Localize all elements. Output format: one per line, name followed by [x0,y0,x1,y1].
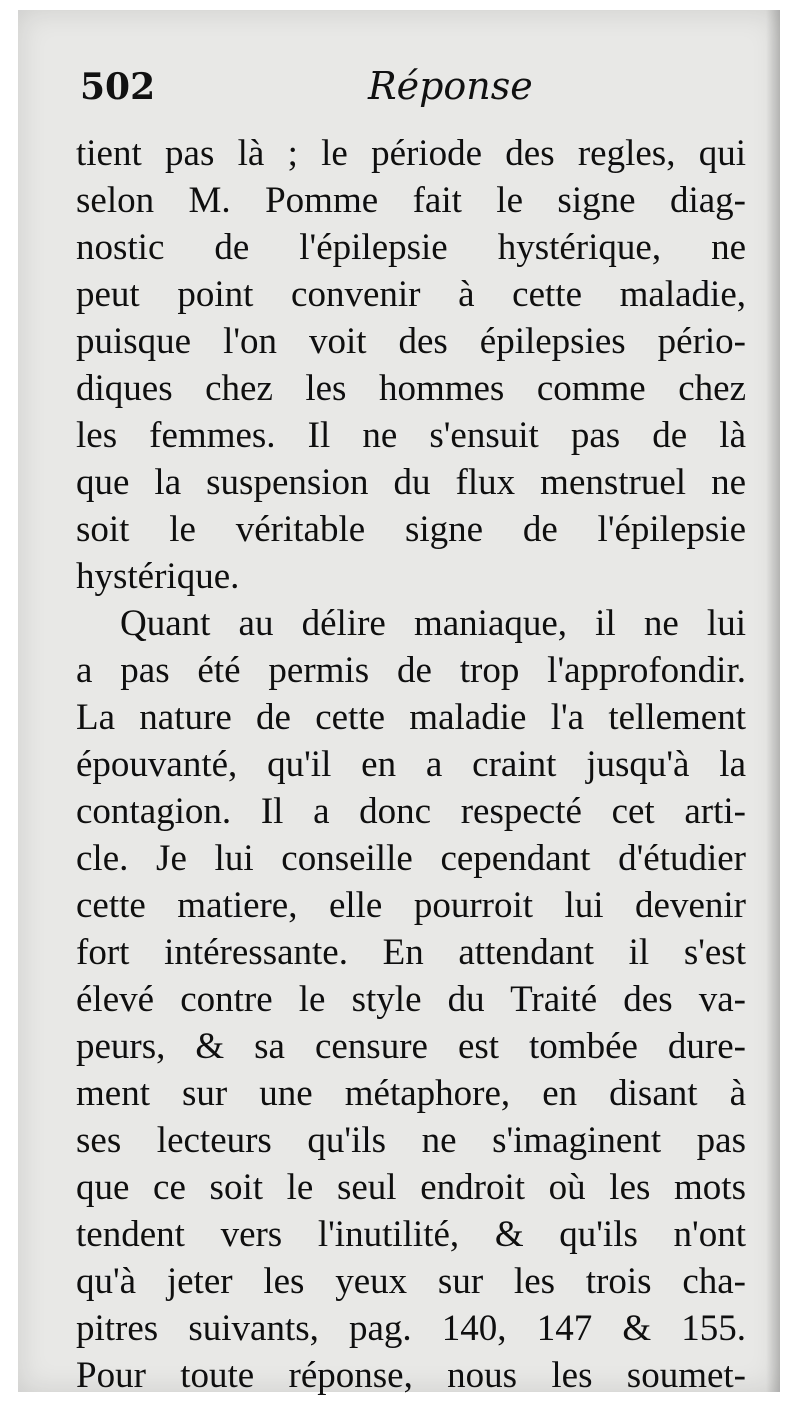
text-line: tient pas là ; le période des regles, qui [76,133,746,174]
text-line: tendent vers l'inutilité, & qu'ils n'ont [76,1214,746,1255]
text-line: soit le véritable signe de l'épilepsie [76,509,746,550]
text-line: ment sur une métaphore, en disant à [76,1073,746,1114]
text-line: La nature de cette maladie l'a tellement [76,697,746,738]
text-line: diques chez les hommes comme chez [76,368,746,409]
text-line: contagion. Il a donc respecté cet arti- [76,791,746,832]
text-line: que la suspension du flux menstruel ne [76,462,746,503]
running-title: Réponse [368,64,533,108]
text-line: nostic de l'épilepsie hystérique, ne [76,227,746,268]
text-line: selon M. Pomme fait le signe diag- [76,180,746,221]
text-line: élevé contre le style du Traité des va- [76,979,746,1020]
text-line: cle. Je lui conseille cependant d'étudier [76,838,746,879]
book-page [18,10,780,1396]
text-line: peurs, & sa censure est tombée dure- [76,1026,746,1067]
text-line: fort intéressante. En attendant il s'est [76,932,746,973]
text-line: ses lecteurs qu'ils ne s'imaginent pas [76,1120,746,1161]
text-line: peut point convenir à cette maladie, [76,274,746,315]
paragraph-start-line: Quant au délire maniaque, il ne lui [120,603,746,644]
text-line: pitres suivants, pag. 140, 147 & 155. [76,1308,746,1349]
page-header [80,58,740,118]
body-text [76,130,746,1399]
text-line: a pas été permis de trop l'approfondir. [76,650,746,691]
text-line: qu'à jeter les yeux sur les trois cha- [76,1261,746,1302]
text-line: puisque l'on voit des épilepsies pério- [76,321,746,362]
text-line: que ce soit le seul endroit où les mots [76,1167,746,1208]
text-line: cette matiere, elle pourroit lui devenir [76,885,746,926]
page-number: 502 [80,66,156,108]
text-line: épouvanté, qu'il en a craint jusqu'à la [76,744,746,785]
text-line: Pour toute réponse, nous les soumet- [76,1355,746,1396]
paragraph-end-line: hystérique. [76,556,240,597]
text-line: les femmes. Il ne s'ensuit pas de là [76,415,746,456]
